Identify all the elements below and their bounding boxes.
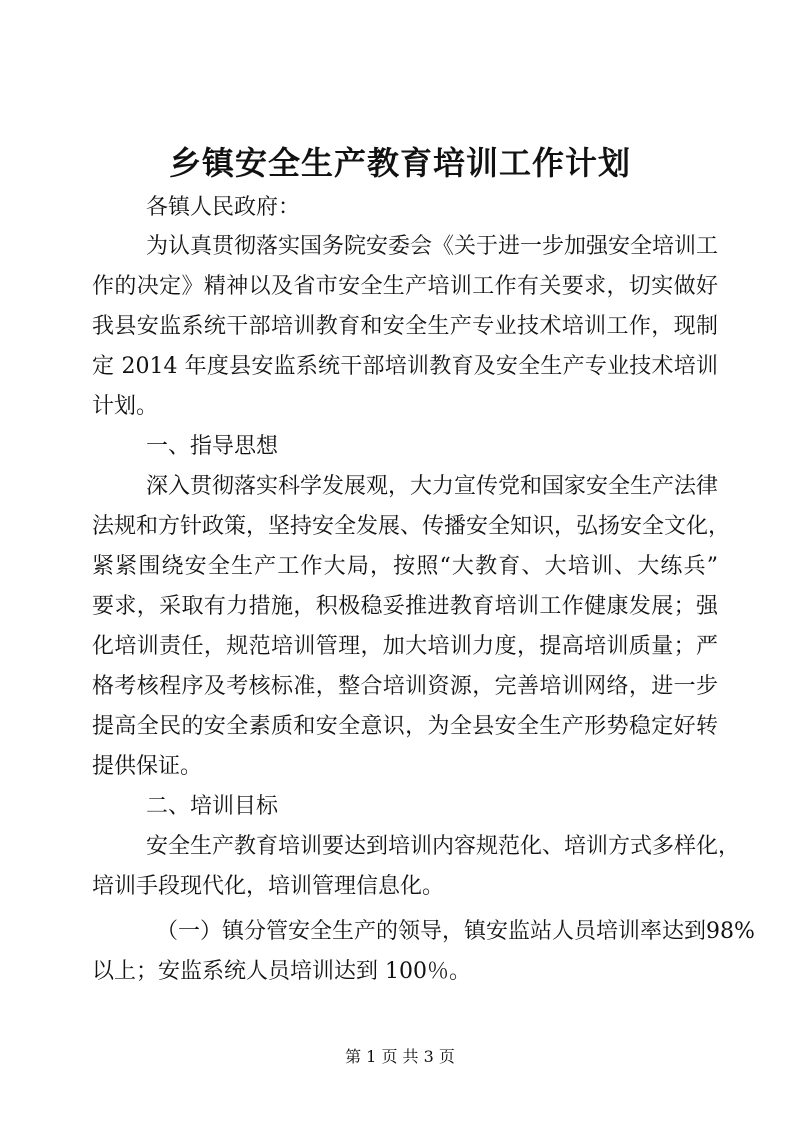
- paragraph-line: 为认真贯彻落实国务院安委会《关于进一步加强安全培训工: [146, 234, 719, 259]
- section-heading: 一、指导思想: [146, 434, 279, 459]
- paragraph-line: 格考核程序及考核标准，整合培训资源，完善培训网络，进一步: [92, 674, 718, 699]
- paragraph-line: （一）镇分管安全生产的领导，镇安监站人员培训率达到98%: [156, 919, 755, 944]
- paragraph-line: 提供保证。: [92, 754, 203, 779]
- salutation-line: 各镇人民政府：: [146, 195, 301, 220]
- paragraph-line: 计划。: [92, 394, 159, 419]
- paragraph-line: 我县安监系统干部培训教育和安全生产专业技术培训工作，现制: [92, 314, 718, 339]
- paragraph-line: 以上；安监系统人员培训达到 100％。: [92, 959, 471, 984]
- section-heading: 二、培训目标: [146, 794, 279, 819]
- paragraph-line: 作的决定》精神以及省市安全生产培训工作有关要求，切实做好: [92, 274, 718, 299]
- paragraph-line: 紧紧围绕安全生产工作大局，按照“大教育、大培训、大练兵”: [92, 554, 718, 579]
- document-title: 乡镇安全生产教育培训工作计划: [168, 144, 631, 182]
- page-number: 第 1 页 共 3 页: [345, 1047, 455, 1066]
- paragraph-line: 定 2014 年度县安监系统干部培训教育及安全生产专业技术培训: [92, 354, 718, 379]
- paragraph-line: 培训手段现代化，培训管理信息化。: [92, 874, 445, 899]
- paragraph-line: 安全生产教育培训要达到培训内容规范化、培训方式多样化，: [146, 834, 741, 859]
- paragraph-line: 法规和方针政策，坚持安全发展、传播安全知识，弘扬安全文化，: [92, 514, 731, 539]
- paragraph-line: 深入贯彻落实科学发展观，大力宣传党和国家安全生产法律: [146, 474, 719, 499]
- paragraph-line: 化培训责任，规范培训管理，加大培训力度，提高培训质量；严: [92, 634, 718, 659]
- paragraph-line: 要求，采取有力措施，积极稳妥推进教育培训工作健康发展；强: [92, 594, 718, 619]
- paragraph-line: 提高全民的安全素质和安全意识，为全县安全生产形势稳定好转: [92, 714, 718, 739]
